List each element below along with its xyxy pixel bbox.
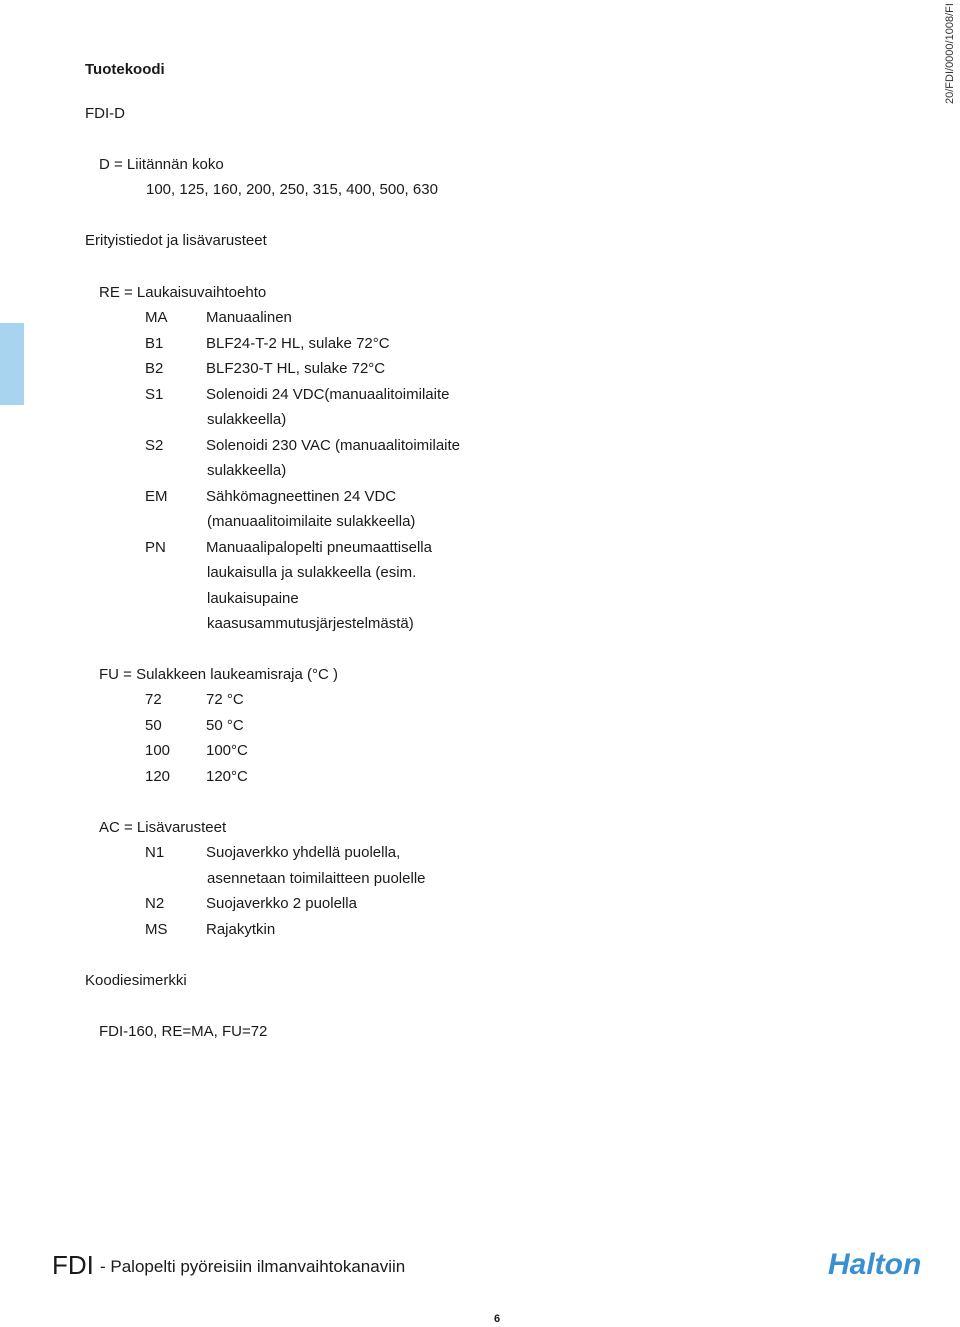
options-heading: Erityistiedot ja lisävarusteet [85, 232, 267, 249]
footer-product-description: - Palopelti pyöreisiin ilmanvaihtokanaviin [100, 1257, 406, 1276]
release-description-line: laukaisupaine [207, 589, 299, 607]
accessories-description-line: Rajakytkin [206, 920, 276, 938]
page-number: 6 [494, 1313, 501, 1325]
accessories-description-line: Suojaverkko 2 puolella [206, 895, 357, 912]
release-code-b1: B1 [145, 334, 164, 352]
fuse-code-100: 100 [145, 742, 171, 759]
size-label: D = Liitännän koko [99, 156, 224, 173]
release-description-line: sulakkeella) [207, 462, 287, 479]
release-code-s1: S1 [145, 385, 164, 403]
fuse-code-50: 50 [145, 716, 162, 734]
fuse-description-line: 120°C [206, 767, 248, 785]
release-description-line: BLF24-T-2 HL, sulake 72°C [206, 334, 390, 352]
release-code-pn: PN [145, 538, 166, 556]
release-code-ma: MA [145, 309, 168, 326]
accessories-description-line: Suojaverkko yhdellä puolella, [206, 844, 401, 861]
accessories-code-ms: MS [145, 920, 168, 938]
accessories-code-n1: N1 [145, 844, 165, 861]
fuse-description-line: 50 °C [206, 716, 244, 734]
page-title: Tuotekoodi [85, 61, 165, 78]
release-description-line: Sähkömagneettinen 24 VDC [206, 487, 397, 505]
release-description-line: Manuaalinen [206, 309, 292, 326]
document-code: 20/FDI/0000/1008/FI [944, 3, 956, 104]
example-heading: Koodiesimerkki [85, 972, 187, 989]
example-value: FDI-160, RE=MA, FU=72 [99, 1023, 268, 1040]
accessories-label: AC = Lisävarusteet [99, 819, 227, 836]
release-code-em: EM [145, 487, 168, 505]
release-description-line: (manuaalitoimilaite sulakkeella) [207, 513, 416, 530]
fuse-label: FU = Sulakkeen laukeamisraja (°C ) [99, 666, 339, 683]
release-description-line: Solenoidi 230 VAC (manuaalitoimilaite [206, 436, 461, 454]
release-description-line: Manuaalipalopelti pneumaattisella [206, 538, 432, 556]
size-values: 100, 125, 160, 200, 250, 315, 400, 500, 630 [146, 181, 438, 198]
accessories-description-line: asennetaan toimilaitteen puolelle [207, 869, 426, 887]
fuse-description-line: 72 °C [206, 691, 244, 708]
release-description-line: laukaisulla ja sulakkeella (esim. [207, 564, 417, 581]
fuse-description-line: 100°C [206, 742, 248, 759]
fuse-code-72: 72 [145, 691, 162, 708]
accessories-code-n2: N2 [145, 895, 165, 912]
release-description-line: kaasusammutusjärjestelmästä) [207, 615, 414, 632]
halton-logo-text: Halton [828, 1248, 922, 1281]
footer-product-name: FDI [52, 1250, 94, 1280]
release-description-line: sulakkeella) [207, 411, 287, 428]
halton-logo [828, 1246, 948, 1282]
fuse-code-120: 120 [145, 767, 171, 785]
release-description-line: Solenoidi 24 VDC(manuaalitoimilaite [206, 385, 450, 403]
release-code-s2: S2 [145, 436, 164, 454]
section-tab-marker [0, 323, 24, 405]
release-description-line: BLF230-T HL, sulake 72°C [206, 360, 386, 377]
release-label: RE = Laukaisuvaihtoehto [99, 284, 267, 301]
product-code: FDI-D [85, 105, 125, 122]
release-code-b2: B2 [145, 360, 164, 377]
